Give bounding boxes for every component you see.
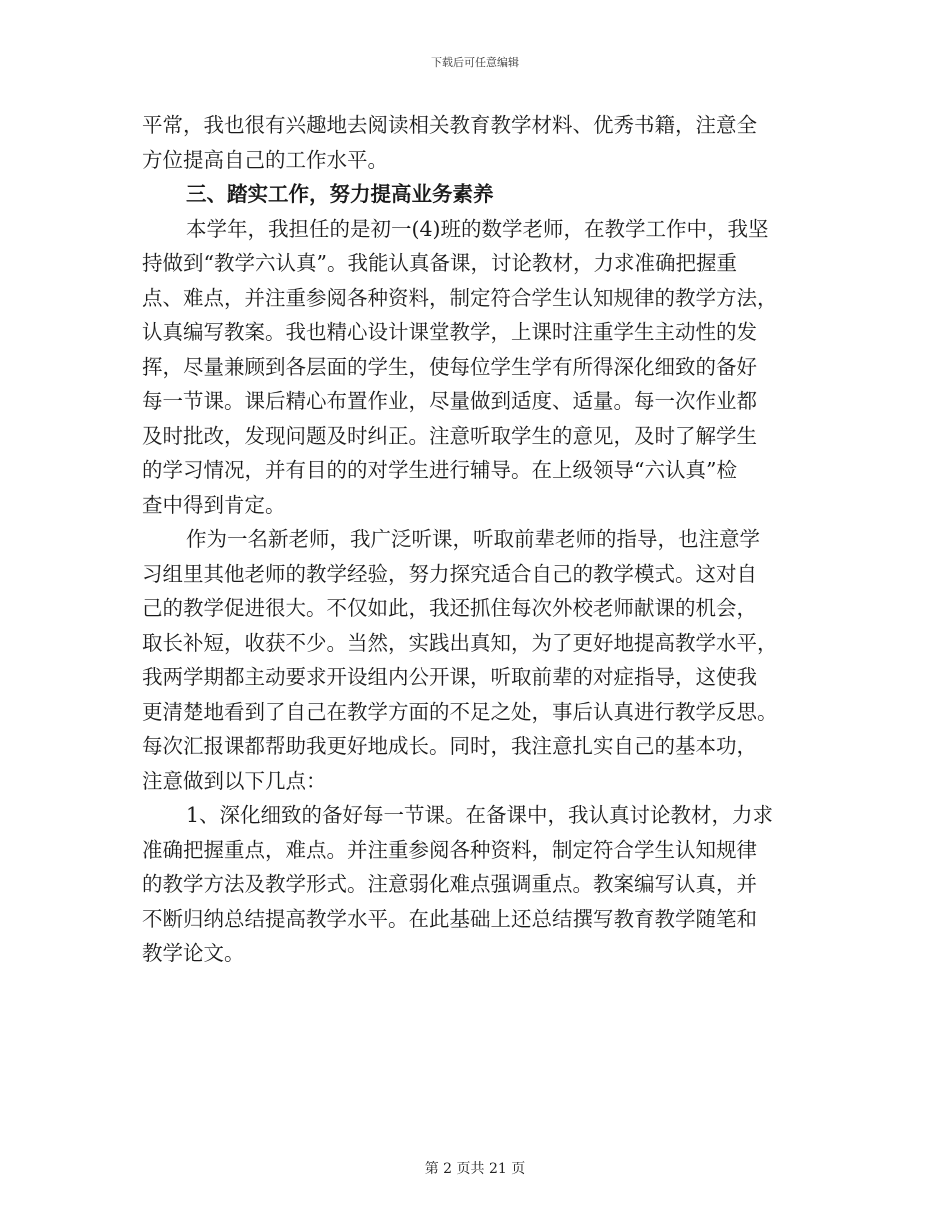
text-line: 挥，尽量兼顾到各层面的学生，使每位学生学有所得深化细致的备好 <box>142 354 757 379</box>
text-line: 取长补短，收获不少。当然，实践出真知，为了更好地提高教学水平， <box>142 630 778 655</box>
page-header: 下载后可任意编辑 <box>431 56 519 69</box>
text-line: 己的教学促进很大。不仅如此，我还抓住每次外校老师献课的机会， <box>142 596 757 620</box>
text-line: 认真编写教案。我也精心设计课堂教学，上课时注重学生主动性的发 <box>142 320 757 344</box>
section-heading <box>142 177 810 212</box>
text-line: 每次汇报课都帮助我更好地成长。同时，我注意扎实自己的基本功， <box>142 734 757 758</box>
text-line: 的学习情况，并有目的的对学生进行辅导。在上级领导“六认真”检 <box>142 458 737 482</box>
text-line: 及时批改，发现问题及时纠正。注意听取学生的意见，及时了解学生 <box>142 423 757 448</box>
text-line: 的教学方法及教学形式。注意弱化难点强调重点。教案编写认真，并 <box>142 872 757 896</box>
paragraph <box>142 108 810 177</box>
paragraph <box>142 212 810 523</box>
text-line: 更清楚地看到了自己在教学方面的不足之处，事后认真进行教学反思。 <box>142 699 778 724</box>
text-line: 每一节课。课后精心布置作业，尽量做到适度、适量。每一次作业都 <box>142 389 757 413</box>
paragraph <box>142 522 810 798</box>
text-line: 准确把握重点，难点。并注重参阅各种资料，制定符合学生认知规律 <box>142 837 757 862</box>
text-line: 不断归纳总结提高教学水平。在此基础上还总结撰写教育教学随笔和 <box>142 906 757 931</box>
text-line: 平常，我也很有兴趣地去阅读相关教育教学材料、优秀书籍，注意全 <box>142 113 757 137</box>
text-line: 教学论文。 <box>142 941 245 965</box>
text-line: 本学年，我担任的是初一(4)班的数学老师，在教学工作中，我坚 <box>186 216 769 241</box>
text-line: 持做到“教学六认真”。我能认真备课，讨论教材，力求准确把握重 <box>142 251 737 275</box>
text-line: 1、深化细致的备好每一节课。在备课中，我认真讨论教材，力求 <box>186 803 774 827</box>
text-line: 注意做到以下几点： <box>142 768 327 793</box>
text-line: 作为一名新老师，我广泛听课，听取前辈老师的指导，也注意学 <box>186 527 760 551</box>
text-line: 习组里其他老师的教学经验，努力探究适合自己的教学模式。这对自 <box>142 561 757 586</box>
text-line: 我两学期都主动要求开设组内公开课，听取前辈的对症指导，这使我 <box>142 665 757 689</box>
text-line: 查中得到肯定。 <box>142 492 286 517</box>
text-line: 方位提高自己的工作水平。 <box>142 147 388 172</box>
page-footer: 第 2 页共 21 页 <box>424 1161 526 1177</box>
document-body <box>142 108 810 971</box>
text-line: 点、难点，并注重参阅各种资料，制定符合学生认知规律的教学方法， <box>142 285 778 310</box>
paragraph <box>142 798 810 971</box>
text-line: 三、踏实工作，努力提高业务素养 <box>186 182 494 206</box>
